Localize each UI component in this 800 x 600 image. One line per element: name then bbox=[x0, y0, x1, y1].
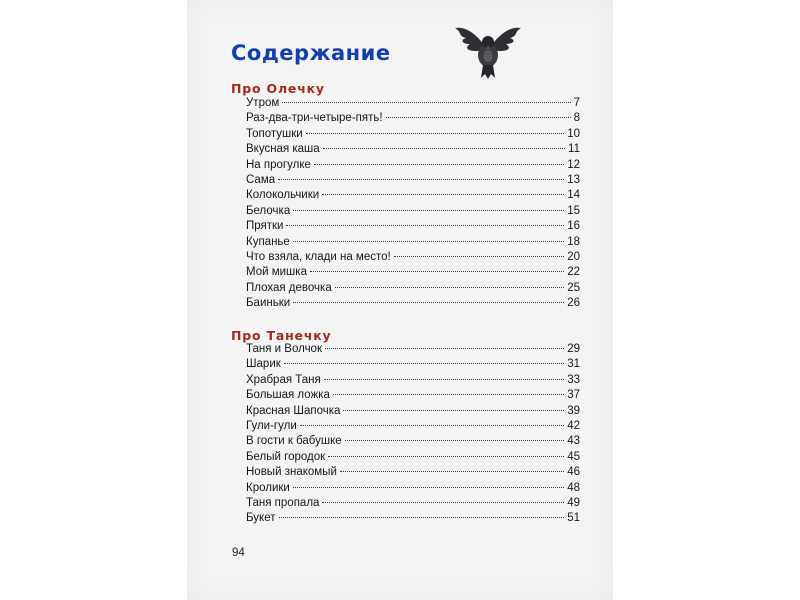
toc-entry bbox=[246, 173, 580, 188]
dot-leader bbox=[333, 394, 564, 395]
toc-entry bbox=[246, 204, 580, 219]
dot-leader bbox=[345, 440, 565, 441]
toc-entry-title: Топотушки bbox=[246, 127, 303, 140]
toc-list-tanechka bbox=[246, 342, 580, 527]
dot-leader bbox=[314, 164, 564, 165]
toc-entry bbox=[246, 388, 580, 403]
toc-entry-title: Вкусная каша bbox=[246, 143, 320, 156]
dot-leader bbox=[343, 410, 564, 411]
toc-entry bbox=[246, 481, 580, 496]
toc-entry-title: Белый городок bbox=[246, 450, 326, 463]
page-title: Содержание bbox=[231, 41, 391, 65]
toc-entry bbox=[246, 219, 580, 234]
toc-entry-page: 26 bbox=[567, 297, 580, 310]
toc-entry-title: Таня пропала bbox=[246, 496, 320, 509]
toc-entry-title: Храбрая Таня bbox=[246, 373, 321, 386]
toc-entry-page: 10 bbox=[567, 127, 580, 140]
toc-entry bbox=[246, 127, 580, 142]
toc-entry-title: Прятки bbox=[246, 220, 284, 233]
dot-leader bbox=[293, 210, 564, 211]
dot-leader bbox=[328, 456, 564, 457]
toc-entry bbox=[246, 357, 580, 372]
dot-leader bbox=[322, 502, 564, 503]
toc-entry-page: 14 bbox=[567, 189, 580, 202]
toc-entry-title: Купанье bbox=[246, 235, 290, 248]
dot-leader bbox=[278, 179, 564, 180]
toc-entry bbox=[246, 434, 580, 449]
toc-entry bbox=[246, 265, 580, 280]
toc-entry-page: 49 bbox=[567, 496, 580, 509]
dot-leader bbox=[394, 256, 565, 257]
toc-entry-page: 39 bbox=[567, 404, 580, 417]
toc-entry bbox=[246, 419, 580, 434]
dot-leader bbox=[323, 148, 565, 149]
toc-entry-title: Утром bbox=[246, 97, 280, 109]
toc-entry-page: 42 bbox=[567, 419, 580, 432]
toc-entry bbox=[246, 511, 580, 526]
toc-entry bbox=[246, 250, 580, 265]
toc-entry-title: Белочка bbox=[246, 204, 291, 217]
toc-entry-page: 33 bbox=[567, 373, 580, 386]
toc-entry bbox=[246, 158, 580, 173]
toc-entry-title: Букет bbox=[246, 512, 276, 525]
toc-entry bbox=[246, 496, 580, 511]
toc-entry-page: 12 bbox=[567, 158, 580, 171]
toc-entry-title: Кролики bbox=[246, 481, 290, 494]
toc-entry-page: 22 bbox=[567, 266, 580, 279]
toc-entry bbox=[246, 342, 580, 357]
toc-entry-title: Сама bbox=[246, 173, 276, 186]
toc-entry-title: На прогулке bbox=[246, 158, 311, 171]
toc-entry-title: Колокольчики bbox=[246, 189, 320, 202]
dot-leader bbox=[293, 241, 564, 242]
toc-entry-page: 43 bbox=[567, 435, 580, 448]
toc-entry-title: Шарик bbox=[246, 358, 281, 371]
dot-leader bbox=[310, 271, 564, 272]
toc-entry-page: 46 bbox=[567, 466, 580, 479]
dot-leader bbox=[279, 517, 565, 518]
dot-leader bbox=[335, 287, 564, 288]
dot-leader bbox=[282, 102, 570, 103]
dot-leader bbox=[322, 194, 564, 195]
toc-entry-title: Баиньки bbox=[246, 297, 291, 310]
toc-entry bbox=[246, 296, 580, 311]
toc-list-olechka bbox=[246, 96, 580, 311]
dot-leader bbox=[293, 302, 564, 303]
toc-entry-page: 48 bbox=[567, 481, 580, 494]
toc-entry bbox=[246, 373, 580, 388]
dot-leader bbox=[284, 363, 564, 364]
toc-entry-page: 11 bbox=[568, 143, 580, 156]
toc-entry-page: 20 bbox=[567, 250, 580, 263]
toc-entry-page: 45 bbox=[567, 450, 580, 463]
toc-entry-page: 13 bbox=[567, 173, 580, 186]
toc-entry bbox=[246, 142, 580, 157]
toc-entry-title: Таня и Волчок bbox=[246, 343, 322, 355]
dot-leader bbox=[340, 471, 564, 472]
toc-entry-title: Новый знакомый bbox=[246, 466, 337, 479]
toc-entry-title: Мой мишка bbox=[246, 266, 307, 279]
toc-entry-page: 7 bbox=[573, 97, 580, 109]
toc-entry-title: Раз-два-три-четыре-пять! bbox=[246, 112, 383, 125]
toc-entry-page: 16 bbox=[567, 220, 580, 233]
toc-entry bbox=[246, 111, 580, 126]
dark-bird-icon bbox=[452, 20, 524, 82]
toc-entry-title: Красная Шапочка bbox=[246, 404, 341, 417]
toc-entry-page: 29 bbox=[567, 343, 580, 355]
toc-entry-page: 18 bbox=[567, 235, 580, 248]
dot-leader bbox=[325, 348, 564, 349]
dot-leader bbox=[286, 225, 564, 226]
toc-entry-page: 15 bbox=[567, 204, 580, 217]
toc-entry bbox=[246, 188, 580, 203]
toc-entry-title: Плохая девочка bbox=[246, 281, 332, 294]
toc-entry bbox=[246, 465, 580, 480]
toc-entry bbox=[246, 235, 580, 250]
dot-leader bbox=[300, 425, 564, 426]
dot-leader bbox=[386, 117, 571, 118]
toc-entry-page: 31 bbox=[567, 358, 580, 371]
toc-entry-title: Что взяла, клади на место! bbox=[246, 250, 391, 263]
page-number: 94 bbox=[232, 547, 245, 559]
toc-entry bbox=[246, 450, 580, 465]
dot-leader bbox=[306, 133, 564, 134]
toc-entry-page: 8 bbox=[573, 112, 580, 125]
toc-entry-title: Гули-гули bbox=[246, 419, 297, 432]
toc-entry-title: Большая ложка bbox=[246, 389, 330, 402]
dot-leader bbox=[324, 379, 564, 380]
section-title-tanechka: Про Танечку bbox=[231, 328, 332, 343]
dot-leader bbox=[293, 487, 564, 488]
section-title-olechka: Про Олечку bbox=[231, 81, 325, 96]
toc-entry bbox=[246, 281, 580, 296]
toc-entry-title: В гости к бабушке bbox=[246, 435, 342, 448]
toc-entry-page: 25 bbox=[567, 281, 580, 294]
toc-entry bbox=[246, 96, 580, 111]
toc-entry-page: 37 bbox=[567, 389, 580, 402]
toc-entry bbox=[246, 404, 580, 419]
toc-entry-page: 51 bbox=[567, 512, 580, 525]
